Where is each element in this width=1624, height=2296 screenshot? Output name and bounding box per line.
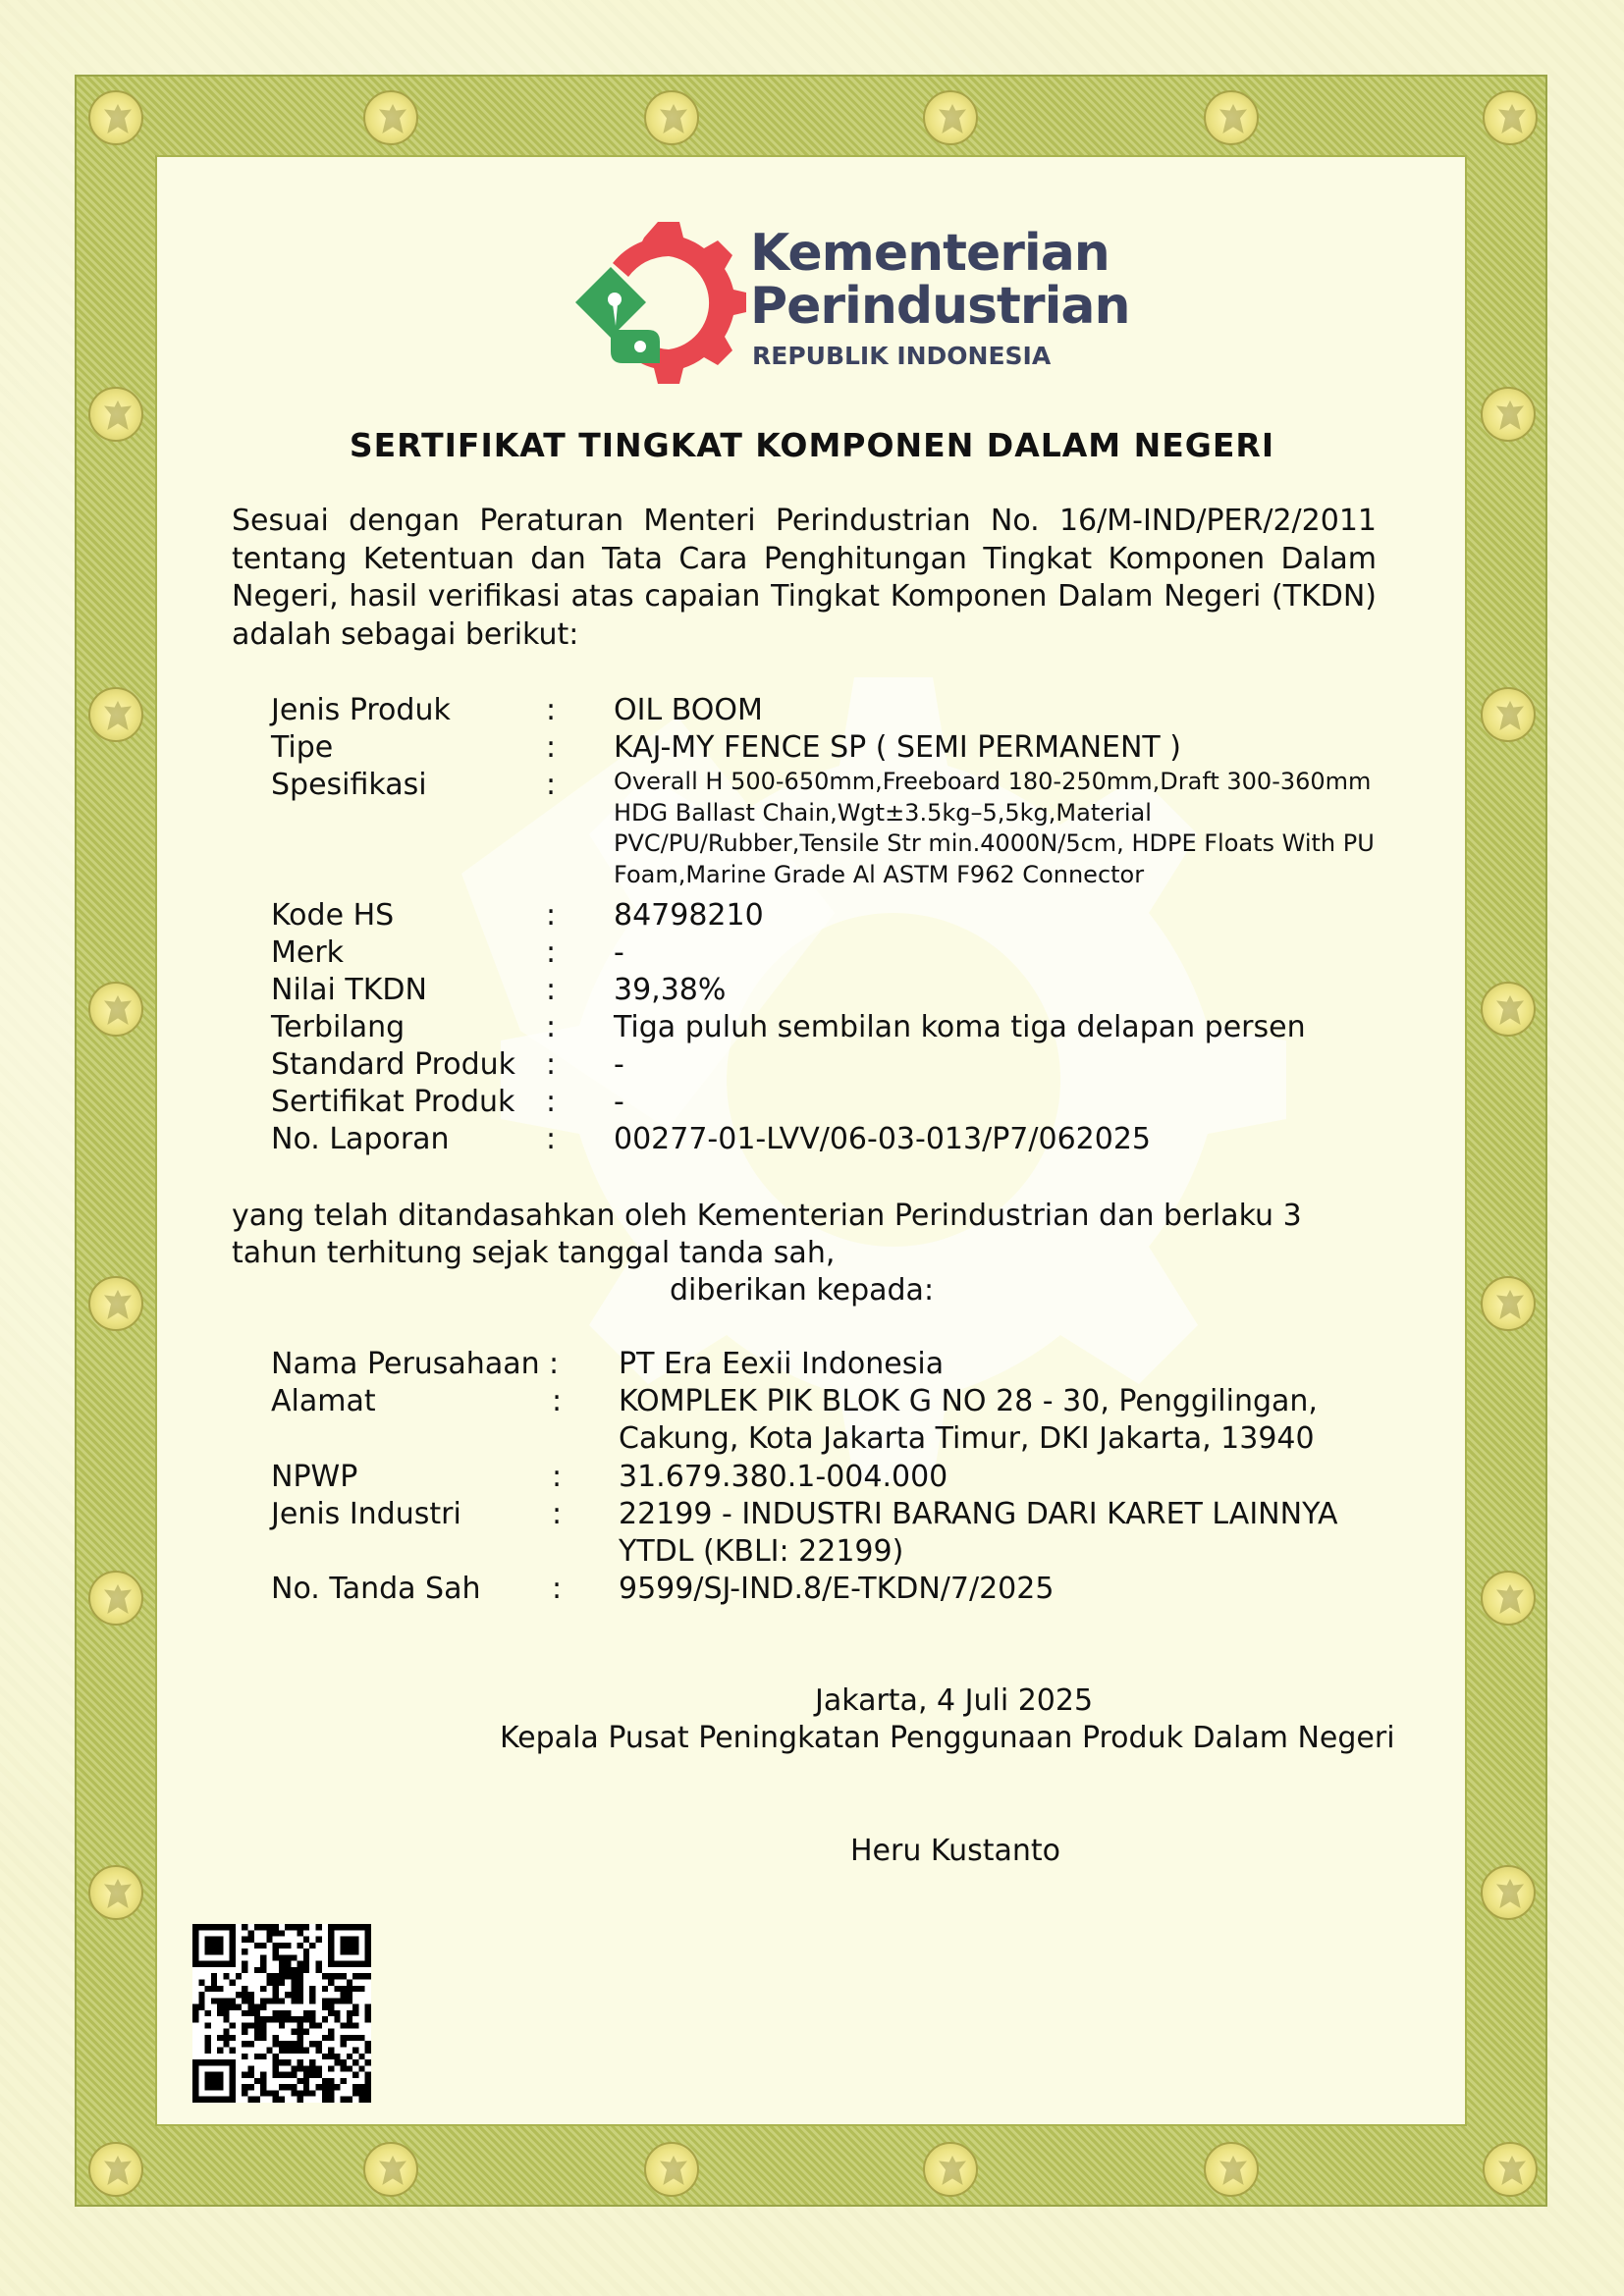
garuda-emblem-icon [1204, 90, 1259, 145]
logo-text-perindustrian: Perindustrian [750, 277, 1130, 336]
colon: : [552, 1572, 563, 1606]
value-alamat-line-2: Cakung, Kota Jakarta Timur, DKI Jakarta, 13940 [619, 1421, 1315, 1456]
garuda-emblem-icon [923, 2142, 978, 2197]
validity-line-1: yang telah ditandasahkan oleh Kementerian Perindustrian dan berlaku 3 [232, 1199, 1302, 1233]
value-jenis-industri-line-1: 22199 - INDUSTRI BARANG DARI KARET LAINNYA [619, 1497, 1338, 1531]
label-standard-produk: Standard Produk [271, 1047, 516, 1082]
value-alamat-line-1: KOMPLEK PIK BLOK G NO 28 - 30, Penggilingan, [619, 1384, 1318, 1418]
label-npwp: NPWP [271, 1460, 358, 1494]
label-nama-perusahaan: Nama Perusahaan [271, 1347, 540, 1381]
label-alamat: Alamat [271, 1384, 376, 1418]
garuda-emblem-icon [644, 90, 699, 145]
garuda-emblem-icon [1481, 1571, 1536, 1626]
colon: : [546, 730, 557, 765]
value-sertifikat-produk: - [614, 1085, 624, 1119]
garuda-emblem-icon [923, 90, 978, 145]
garuda-emblem-icon [88, 982, 143, 1037]
label-terbilang: Terbilang [271, 1010, 406, 1044]
garuda-emblem-icon [1483, 2142, 1538, 2197]
garuda-emblem-icon [363, 90, 418, 145]
garuda-emblem-icon [1483, 90, 1538, 145]
colon: : [552, 1460, 563, 1494]
colon: : [546, 693, 557, 727]
label-jenis-produk: Jenis Produk [271, 693, 451, 727]
value-standard-produk: - [614, 1047, 624, 1082]
label-merk: Merk [271, 935, 345, 970]
ministry-gear-leaf-icon [550, 216, 746, 388]
label-tipe: Tipe [271, 730, 334, 765]
intro-paragraph: Sesuai dengan Peraturan Menteri Perindustrian No. 16/M-IND/PER/2/2011 tentang Ketentuan dan Tata Cara Penghitungan Tingkat Komponen Dalam Negeri, hasil verifikasi atas capaian Tingkat Komponen Dalam Negeri (TKDN) adalah sebagai berikut: [232, 504, 1377, 652]
garuda-emblem-icon [88, 90, 143, 145]
value-terbilang: Tiga puluh sembilan koma tiga delapan persen [614, 1010, 1306, 1044]
value-jenis-industri-line-2: YTDL (KBLI: 22199) [619, 1534, 904, 1569]
colon: : [546, 1122, 557, 1156]
garuda-emblem-icon [1481, 982, 1536, 1037]
label-nilai-tkdn: Nilai TKDN [271, 973, 427, 1007]
label-jenis-industri: Jenis Industri [271, 1497, 461, 1531]
certificate-title: SERTIFIKAT TINGKAT KOMPONEN DALAM NEGERI [349, 426, 1275, 464]
label-no-tanda-sah: No. Tanda Sah [271, 1572, 481, 1606]
logo-text-republik: REPUBLIK INDONESIA [752, 342, 1052, 370]
value-nama-perusahaan: PT Era Eexii Indonesia [619, 1347, 945, 1381]
colon: : [546, 1010, 557, 1044]
garuda-emblem-icon [363, 2142, 418, 2197]
value-jenis-produk: OIL BOOM [614, 693, 763, 727]
label-sertifikat-produk: Sertifikat Produk [271, 1085, 515, 1119]
value-nilai-tkdn: 39,38% [614, 973, 727, 1007]
colon: : [546, 768, 557, 802]
colon: : [546, 898, 557, 933]
label-kode-hs: Kode HS [271, 898, 395, 933]
colon: : [546, 935, 557, 970]
label-spesifikasi: Spesifikasi [271, 768, 427, 802]
colon: : [549, 1347, 560, 1381]
garuda-emblem-icon [644, 2142, 699, 2197]
garuda-emblem-icon [1481, 1276, 1536, 1331]
signature-position: Kepala Pusat Peningkatan Penggunaan Produk Dalam Negeri [500, 1721, 1395, 1755]
label-no-laporan: No. Laporan [271, 1122, 450, 1156]
value-no-tanda-sah: 9599/SJ-IND.8/E-TKDN/7/2025 [619, 1572, 1055, 1606]
colon: : [546, 1085, 557, 1119]
garuda-emblem-icon [88, 687, 143, 742]
garuda-emblem-icon [1481, 1865, 1536, 1920]
value-tipe: KAJ-MY FENCE SP ( SEMI PERMANENT ) [614, 730, 1181, 765]
colon: : [552, 1497, 563, 1531]
validity-line-2: tahun terhitung sejak tanggal tanda sah, [232, 1236, 836, 1270]
colon: : [546, 973, 557, 1007]
value-npwp: 31.679.380.1-004.000 [619, 1460, 948, 1494]
garuda-emblem-icon [88, 1571, 143, 1626]
signature-place-date: Jakarta, 4 Juli 2025 [815, 1683, 1094, 1718]
garuda-emblem-icon [1481, 687, 1536, 742]
signature-name: Heru Kustanto [850, 1834, 1060, 1868]
garuda-emblem-icon [1204, 2142, 1259, 2197]
given-to-label: diberikan kepada: [670, 1273, 935, 1308]
garuda-emblem-icon [88, 1865, 143, 1920]
garuda-emblem-icon [88, 1276, 143, 1331]
value-spesifikasi: Overall H 500-650mm,Freeboard 180-250mm,Draft 300-360mm HDG Ballast Chain,Wgt±3.5kg–5,5kg,Material PVC/PU/Rubber,Tensile Str min.4000N/5cm, HDPE Floats With PU Foam,Marine Grade Al ASTM F962 Connector [614, 768, 1375, 888]
value-merk: - [614, 935, 624, 970]
validity-statement [232, 1198, 1302, 1272]
colon: : [552, 1384, 563, 1418]
ministry-logo [550, 216, 1130, 388]
value-no-laporan: 00277-01-LVV/06-03-013/P7/062025 [614, 1122, 1152, 1156]
value-kode-hs: 84798210 [614, 898, 764, 933]
logo-text-kementerian: Kementerian [750, 224, 1110, 283]
garuda-emblem-icon [88, 2142, 143, 2197]
qr-code-icon [192, 1924, 371, 2103]
colon: : [546, 1047, 557, 1082]
